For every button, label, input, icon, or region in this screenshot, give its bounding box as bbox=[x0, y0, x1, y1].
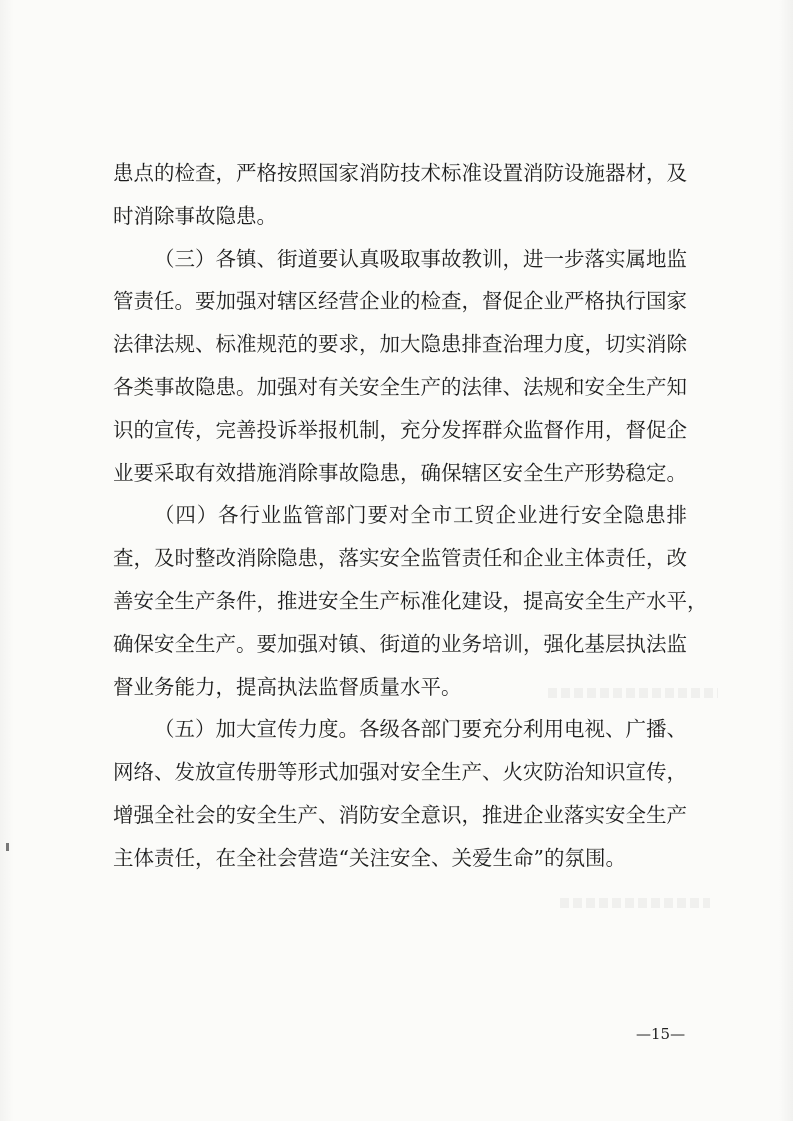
text-line: 患点的检查，严格按照国家消防技术标准设置消防设施器材，及 bbox=[113, 161, 687, 185]
text-line: 管责任。要加强对辖区经营企业的检查，督促企业严格执行国家 bbox=[113, 289, 687, 314]
show-through-mark bbox=[560, 898, 710, 908]
text-line: 各类事故隐患。加强对有关安全生产的法律、法规和安全生产知 bbox=[113, 374, 687, 399]
text-line: 识的宣传，完善投诉举报机制，充分发挥群众监督作用，督促企 bbox=[113, 417, 687, 442]
page-number: —15— bbox=[636, 1025, 686, 1043]
text-line: 时消除事故隐患。 bbox=[113, 203, 277, 228]
paragraph-5-start: （五）加大宣传力度。各级各部门要充分利用电视、广播、 bbox=[154, 717, 687, 742]
text-line: 法律法规、标准规范的要求，加大隐患排查治理力度，切实消除 bbox=[113, 332, 687, 357]
text-line: 业要采取有效措施消除事故隐患，确保辖区安全生产形势稳定。 bbox=[113, 460, 687, 485]
text-line: 网络、发放宣传册等形式加强对安全生产、火灾防治知识宣传， bbox=[113, 760, 687, 785]
text-line: 确保安全生产。要加强对镇、街道的业务培训，强化基层执法监 bbox=[113, 631, 687, 656]
text-line: 善安全生产条件，推进安全生产标准化建设，提高安全生产水平， bbox=[113, 588, 708, 613]
paragraph-4-start: （四）各行业监管部门要对全市工贸企业进行安全隐患排 bbox=[154, 503, 687, 528]
body-text bbox=[113, 152, 708, 880]
scan-edge-mark bbox=[6, 843, 9, 851]
text-line: 主体责任，在全社会营造“关注安全、关爱生命”的氛围。 bbox=[113, 845, 626, 870]
text-line: 督业务能力，提高执法监督质量水平。 bbox=[113, 674, 462, 699]
text-line: 查，及时整改消除隐患，落实安全监管责任和企业主体责任，改 bbox=[113, 546, 687, 571]
paragraph-3-start: （三）各镇、街道要认真吸取事故教训，进一步落实属地监 bbox=[154, 246, 687, 271]
text-line: 增强全社会的安全生产、消防安全意识，推进企业落实安全生产 bbox=[113, 802, 687, 827]
